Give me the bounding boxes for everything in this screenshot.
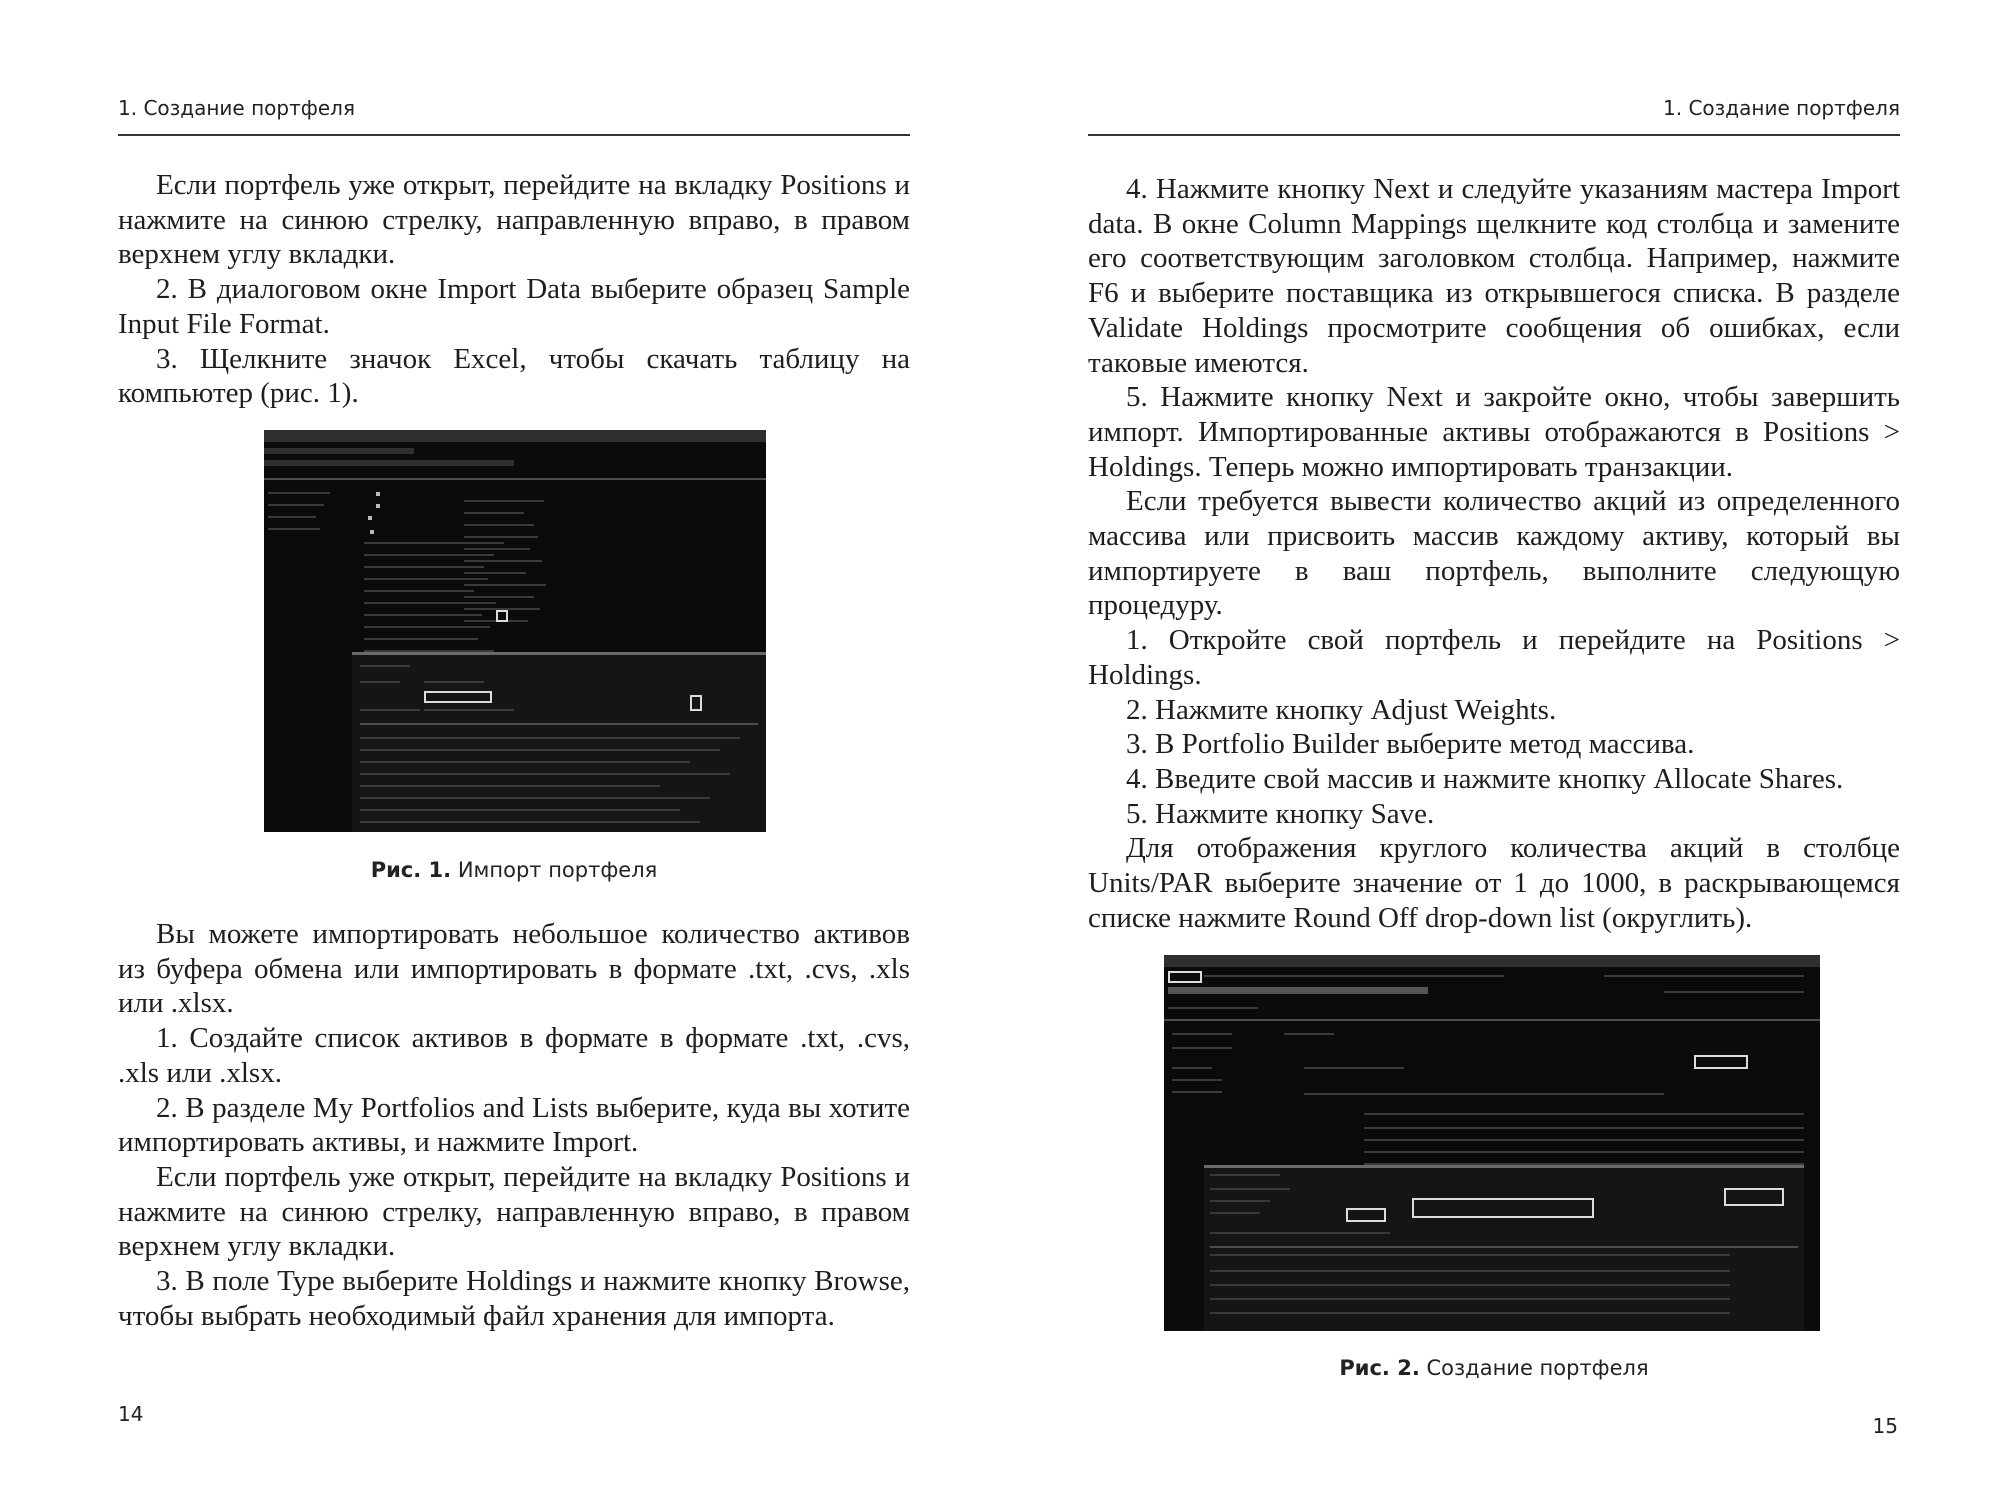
paragraph: 2. В разделе My Portfolios and Lists выберите, куда вы хотите импортировать активы, и нажмите Import. bbox=[118, 1091, 910, 1159]
paragraph: 2. Нажмите кнопку Adjust Weights. bbox=[1126, 693, 1557, 726]
figure-2-caption bbox=[1088, 1356, 1900, 1380]
paragraph: 4. Нажмите кнопку Next и следуйте указаниям мастера Import data. В окне Column Mappings щелкните код столбца и замените его соответствующим заголовком столбца. Например, нажмите F6 и выберите поставщика из открывшегося списка. В разделе Validate Holdings просмотрите сообщения об ошибках, если таковые имеются. bbox=[1088, 173, 1900, 379]
paragraph: 4. Введите свой массив и нажмите кнопку Allocate Shares. bbox=[1126, 762, 1844, 795]
paragraph: Если портфель уже открыт, перейдите на вкладку Positions и нажмите на синюю стрелку, направленную вправо, в правом верхнем углу вкладки. bbox=[118, 1160, 910, 1263]
window-titlebar bbox=[264, 430, 766, 442]
paragraph: Если портфель уже открыт, перейдите на вкладку Positions и нажмите на синюю стрелку, направленную вправо, в правом верхнем углу вкладки. bbox=[118, 169, 910, 271]
paragraph: 5. Нажмите кнопку Save. bbox=[1126, 797, 1435, 830]
sample-format-highlight bbox=[424, 691, 492, 703]
weight-method-highlight bbox=[1412, 1198, 1594, 1218]
body-text bbox=[1088, 172, 1900, 935]
paragraph: 1. Откройте свой портфель и перейдите на Positions > Holdings. bbox=[1088, 624, 1900, 691]
right-page bbox=[1000, 0, 2000, 1503]
paragraph: 1. Создайте список активов в формате в формате .txt, .cvs, .xls или .xlsx. bbox=[118, 1022, 910, 1089]
adjust-weights-highlight bbox=[1694, 1055, 1748, 1069]
page-number: 15 bbox=[1872, 1414, 1898, 1438]
figure-1-screenshot bbox=[264, 430, 766, 832]
excel-icon-highlight bbox=[690, 695, 702, 711]
tab-highlight bbox=[1168, 971, 1202, 983]
callout-marker bbox=[496, 610, 508, 622]
round-off-highlight bbox=[1346, 1208, 1386, 1222]
paragraph: Вы можете импортировать небольшое количество активов из буфера обмена или импортировать в формате .txt, .cvs, .xls или .xlsx. bbox=[118, 918, 910, 1020]
portfolio-builder-dialog bbox=[1204, 1165, 1804, 1331]
allocate-shares-highlight bbox=[1724, 1188, 1784, 1206]
paragraph: Если требуется вывести количество акций из определенного массива или присвоить массив каждому активу, который вы импортируете в ваш портфель, выполните следующую процедуру. bbox=[1088, 485, 1900, 622]
window-titlebar bbox=[1164, 955, 1820, 967]
paragraph: 5. Нажмите кнопку Next и закройте окно, чтобы завершить импорт. Импортированные активы отображаются в Positions > Holdings. Теперь можно импортировать транзакции. bbox=[1088, 381, 1900, 483]
body-text-top bbox=[118, 168, 910, 411]
paragraph: 3. В Portfolio Builder выберите метод массива. bbox=[1126, 728, 1695, 761]
figure-title: Создание портфеля bbox=[1426, 1356, 1649, 1380]
figure-1-caption bbox=[118, 858, 910, 882]
paragraph: 2. В диалоговом окне Import Data выберите образец Sample Input File Format. bbox=[118, 273, 910, 340]
figure-number: Рис. 2. bbox=[1339, 1356, 1420, 1380]
figure-title: Импорт портфеля bbox=[457, 858, 658, 882]
paragraph: 3. Щелкните значок Excel, чтобы скачать таблицу на компьютер (рис. 1). bbox=[118, 342, 910, 410]
body-text-bottom bbox=[118, 917, 910, 1333]
running-header: 1. Создание портфеля bbox=[118, 96, 355, 120]
figure-2-screenshot bbox=[1164, 955, 1820, 1331]
paragraph: Для отображения круглого количества акций в столбце Units/PAR выберите значение от 1 до 1000, в раскрывающемся списке нажмите Round Off drop-down list (округлить). bbox=[1088, 832, 1900, 934]
figure-number: Рис. 1. bbox=[370, 858, 452, 882]
page-number: 14 bbox=[118, 1402, 144, 1426]
portfolio-title-bar bbox=[1168, 987, 1428, 994]
header-rule bbox=[1088, 134, 1900, 136]
paragraph: 3. В поле Type выберите Holdings и нажмите кнопку Browse, чтобы выбрать необходимый файл хранения для импорта. bbox=[118, 1265, 910, 1332]
header-rule bbox=[118, 134, 910, 136]
import-data-dialog bbox=[352, 652, 766, 832]
running-header: 1. Создание портфеля bbox=[1663, 96, 1900, 120]
